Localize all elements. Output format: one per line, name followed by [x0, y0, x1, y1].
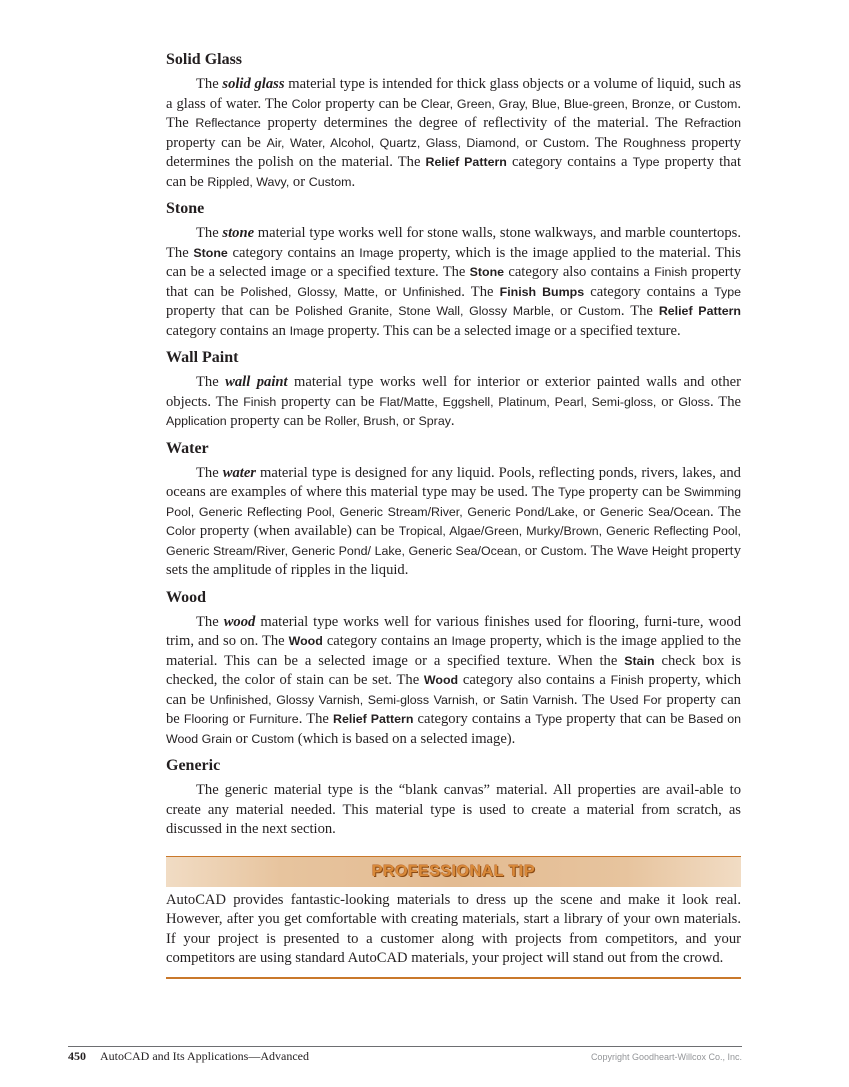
- section-heading: Wall Paint: [166, 349, 239, 366]
- section-paragraph: The water material type is designed for any liquid. Pools, reflecting ponds, rivers, lakes, and oceans are examples of where this material type may be used. The Type property can be Swimming Pool, Generic Reflecting Pool, Generic Stream/River, Generic Pond/Lake, or Generic Sea/Ocean. The Color property (when available) can be Tropical, Algae/Green, Murky/Brown, Generic Reflecting Pool, Generic Stream/River, Generic Pond/ Lake, Generic Sea/Ocean, or Custom. The Wave Height property sets the amplitude of ripples in the liquid.: [166, 464, 741, 578]
- copyright-notice: Copyright Goodheart-Willcox Co., Inc.: [590, 1052, 742, 1062]
- section-heading: Stone: [166, 200, 205, 217]
- footer-left: [68, 1049, 309, 1064]
- section-paragraph: The generic material type is the “blank canvas” material. All properties are avail-able to create any material needed. This material type is used to create a material from scratch, as discussed in the next section.: [166, 782, 741, 837]
- section-generic: [166, 755, 741, 840]
- professional-tip-title: PROFESSIONAL TIP: [371, 862, 536, 880]
- section-heading: Generic: [166, 757, 221, 774]
- section-paragraph: The solid glass material type is intended for thick glass objects or a volume of liquid, such as a glass of water. The Color property can be Clear, Green, Gray, Blue, Blue-green, Bronze, or Custom. The Reflectance property determines the degree of reflectivity of the material. The Refraction property can be Air, Water, Alcohol, Quartz, Glass, Diamond, or Custom. The Roughness property determines the polish on the material. The Relief Pattern category contains a Type property that can be Rippled, Wavy, or Custom.: [166, 76, 742, 190]
- section-stone: [166, 198, 741, 341]
- section-paragraph: The stone material type works well for stone walls, stone walkways, and marble countertops. The Stone category contains an Image property, which is the image applied to the material. This can be a selected image or a specified texture. The Stone category also contains a Finish property that can be Polished, Glossy, Matte, or Unfinished. The Finish Bumps category contains a Type property that can be Polished Granite, Stone Wall, Glossy Marble, or Custom. The Relief Pattern category contains an Image property. This can be a selected image or a specified texture.: [166, 225, 741, 339]
- section-paragraph: The wall paint material type works well for interior or exterior painted walls and other objects. The Finish property can be Flat/Matte, Eggshell, Platinum, Pearl, Semi-gloss, or Gloss. The Application property can be Roller, Brush, or Spray.: [166, 374, 741, 429]
- section-water: [166, 438, 741, 581]
- book-title: AutoCAD and Its Applications—Advanced: [100, 1049, 309, 1063]
- section-heading: Wood: [166, 588, 207, 606]
- professional-tip-bottom-rule: [166, 977, 741, 979]
- section-heading: Water: [166, 439, 209, 457]
- professional-tip-header: [166, 856, 741, 887]
- professional-tip-box: [166, 856, 741, 979]
- section-solid-glass: [166, 49, 741, 192]
- section-heading: Solid Glass: [166, 51, 243, 68]
- page-content: [166, 49, 741, 979]
- professional-tip-body: [166, 887, 741, 969]
- section-wall-paint: [166, 347, 741, 432]
- section-wood: [166, 587, 741, 750]
- page-footer: [68, 1046, 742, 1064]
- section-paragraph: The wood material type works well for various finishes used for flooring, furni-ture, wood trim, and so on. The Wood category contains an Image property, which is the image applied to the material. This can be a selected image or a specified texture. When the Stain check box is checked, the color of stain can be set. The Wood category also contains a Finish property, which can be Unfinished, Glossy Varnish, Semi-gloss Varnish, or Satin Varnish. The Used For property can be Flooring or Furniture. The Relief Pattern category contains a Type property that can be Based on Wood Grain or Custom (which is based on a selected image).: [166, 613, 741, 747]
- professional-tip-text: AutoCAD provides fantastic-looking materials to dress up the scene and make it look real. However, after you get comfortable with creating materials, start a library of your own materials. If your project is presented to a customer along with projects from competitors, and your competitors are using standard AutoCAD materials, your project will stand out from the crowd.: [166, 891, 741, 966]
- page-number: 450: [68, 1049, 86, 1063]
